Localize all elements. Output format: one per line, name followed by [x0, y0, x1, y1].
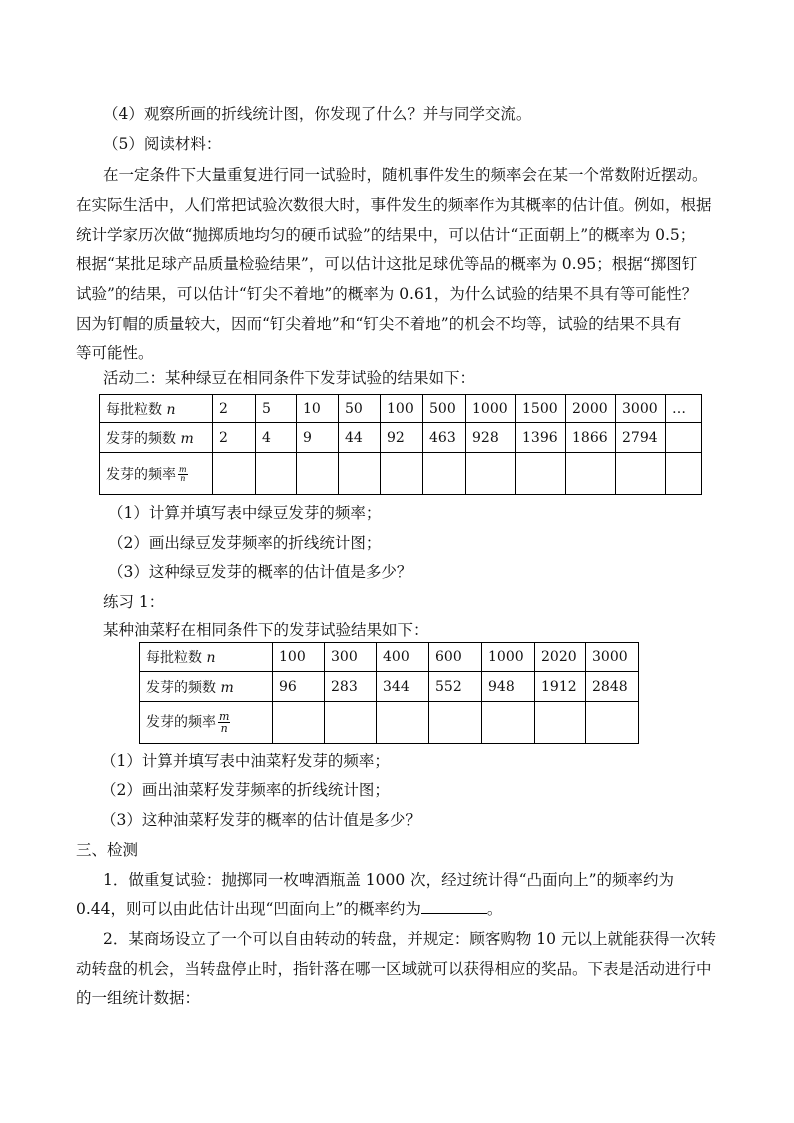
reading-line: 因为钉帽的质量较大，因而“钉尖着地”和“钉尖不着地”的机会不均等，试验的结果不具有 [76, 315, 682, 333]
table-cell [377, 702, 429, 744]
reading-line: 根据“某批足球产品质量检验结果”，可以估计这批足球优等品的概率为 0.95；根据“掷图钉 [76, 255, 698, 273]
table-cell [273, 702, 325, 744]
table-row [140, 702, 639, 744]
table-cell [339, 453, 381, 495]
table-cell: 1912 [535, 672, 586, 702]
mung-bean-table [99, 394, 702, 495]
table-cell: 96 [273, 672, 325, 702]
table-cell: 2794 [616, 423, 666, 453]
table-cell [586, 702, 639, 744]
practice1-intro: 某种油菜籽在相同条件下的发芽试验结果如下： [103, 621, 429, 639]
table-cell [516, 453, 566, 495]
question: （2）画出绿豆发芽频率的折线统计图； [108, 534, 382, 552]
table-cell: 1396 [516, 423, 566, 453]
table-cell [256, 453, 297, 495]
table-cell [482, 702, 535, 744]
question: （1）计算并填写表中油菜籽发芽的频率； [101, 752, 390, 770]
table-cell [325, 702, 377, 744]
question-2-continued: 的一组统计数据： [76, 989, 201, 1007]
reading-line: 在实际生活中，人们常把试验次数很大时，事件发生的频率作为其概率的估计值。例如，根据 [76, 196, 712, 214]
reading-line: 试验”的结果，可以估计“钉尖不着地”的概率为 0.61，为什么试验的结果不具有等可能性？ [76, 285, 698, 303]
table-cell: 1000 [482, 643, 535, 672]
table-cell [566, 453, 616, 495]
table-cell [381, 453, 423, 495]
table-row [100, 453, 702, 495]
table-cell: 2848 [586, 672, 639, 702]
table-cell [535, 702, 586, 744]
fraction-m-over-n: $\frac{m}{n}$ [219, 710, 230, 735]
table-cell: 4 [256, 423, 297, 453]
reading-line: 在一定条件下大量重复进行同一试验时，随机事件发生的频率会在某一个常数附近摆动。 [103, 166, 708, 184]
row-label: 每批粒数 n [140, 643, 273, 672]
question: （2）画出油菜籽发芽频率的折线统计图； [101, 781, 390, 799]
table-cell: 400 [377, 643, 429, 672]
question: （3）这种绿豆发芽的概率的估计值是多少？ [108, 563, 413, 581]
question: （3）这种油菜籽发芽的概率的估计值是多少？ [101, 811, 421, 829]
question-2-continued: 动转盘的机会，当转盘停止时，指针落在哪一区域就可以获得相应的奖品。下表是活动进行中 [76, 960, 712, 978]
table-cell [429, 702, 482, 744]
table-cell: 463 [423, 423, 466, 453]
fraction-m-over-n: $\frac{m}{n}$ [179, 465, 187, 483]
table-cell: 300 [325, 643, 377, 672]
reading-line: 统计学家历次做“抛掷质地均匀的硬币试验”的结果中，可以估计“正面朝上”的概率为 0.5； [76, 226, 696, 244]
question-2: 2．某商场设立了一个可以自由转动的转盘，并规定：顾客购物 10 元以上就能获得一次转 [103, 930, 716, 948]
table-cell [666, 423, 702, 453]
table-cell: 1866 [566, 423, 616, 453]
row-label: 发芽的频率 $\frac{m}{n}$ [100, 453, 213, 495]
answer-blank[interactable] [421, 899, 487, 914]
table-cell: 9 [297, 423, 339, 453]
table-row [140, 672, 639, 702]
row-label: 发芽的频率 $\frac{m}{n}$ [140, 702, 273, 744]
table-cell: 50 [339, 395, 381, 423]
row-label: 每批粒数 n [100, 395, 213, 423]
table-cell: … [666, 395, 702, 423]
table-cell: 92 [381, 423, 423, 453]
row-label: 发芽的频数 m [100, 423, 213, 453]
table-cell: 3000 [616, 395, 666, 423]
table-cell: 2 [213, 395, 256, 423]
table-row [100, 423, 702, 453]
question: （1）计算并填写表中绿豆发芽的频率； [108, 504, 382, 522]
table-cell: 600 [429, 643, 482, 672]
practice1-title: 练习 1： [103, 593, 165, 611]
table-cell [297, 453, 339, 495]
item-5: （5）阅读材料： [103, 135, 222, 153]
table-cell: 3000 [586, 643, 639, 672]
activity2-title: 活动二：某种绿豆在相同条件下发芽试验的结果如下： [103, 369, 476, 387]
table-row [100, 395, 702, 423]
table-cell: 948 [482, 672, 535, 702]
table-cell: 2 [213, 423, 256, 453]
table-row [140, 643, 639, 672]
reading-line: 等可能性。 [76, 344, 154, 362]
table-cell: 2020 [535, 643, 586, 672]
table-cell: 10 [297, 395, 339, 423]
rapeseed-table [139, 642, 639, 744]
table-cell: 928 [466, 423, 516, 453]
table-cell [423, 453, 466, 495]
question-1: 1．做重复试验：抛掷同一枚啤酒瓶盖 1000 次，经过统计得“凸面向上”的频率约为 [103, 871, 675, 889]
table-cell: 100 [381, 395, 423, 423]
table-cell: 500 [423, 395, 466, 423]
table-cell [616, 453, 666, 495]
table-cell: 344 [377, 672, 429, 702]
table-cell: 283 [325, 672, 377, 702]
table-cell [213, 453, 256, 495]
table-cell [666, 453, 702, 495]
table-cell: 100 [273, 643, 325, 672]
section-title: 三、检测 [76, 841, 139, 859]
row-label: 发芽的频数 m [140, 672, 273, 702]
table-cell: 1500 [516, 395, 566, 423]
table-cell [466, 453, 516, 495]
question-1-continued: 0.44，则可以由此估计出现“凹面向上”的概率约为 。 [76, 900, 503, 918]
table-cell: 44 [339, 423, 381, 453]
table-cell: 2000 [566, 395, 616, 423]
table-cell: 5 [256, 395, 297, 423]
table-cell: 1000 [466, 395, 516, 423]
table-cell: 552 [429, 672, 482, 702]
item-4: （4）观察所画的折线统计图，你发现了什么？并与同学交流。 [103, 105, 532, 123]
